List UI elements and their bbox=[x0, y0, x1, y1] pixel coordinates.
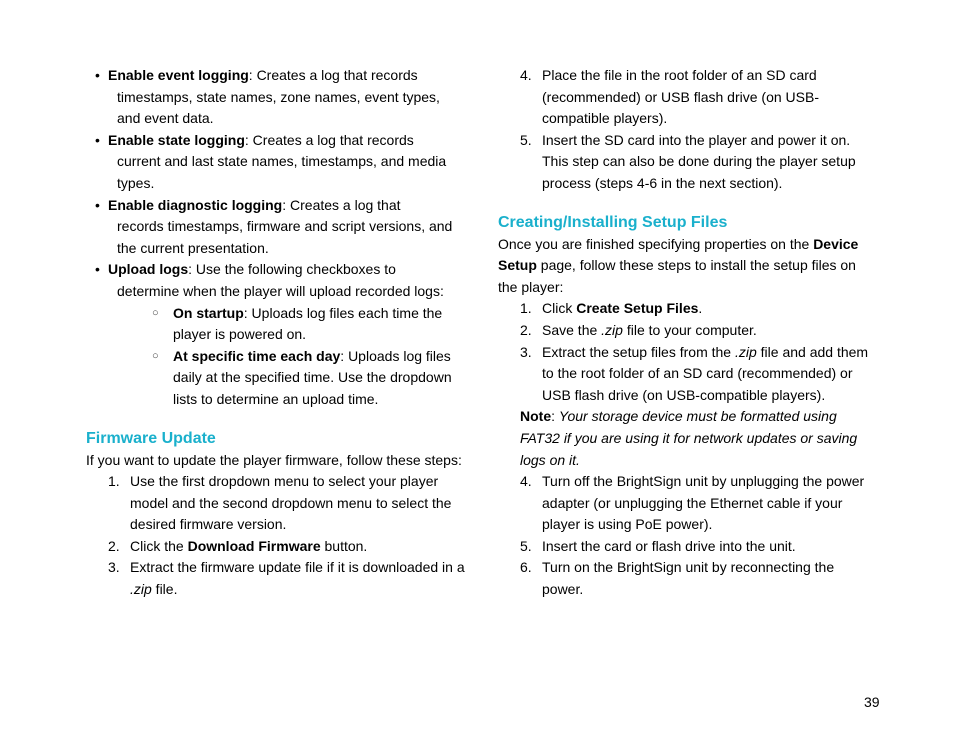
firmware-step-4: 4. Place the file in the root folder of an SD card (recommended) or USB flash drive (on USB-compatible players). bbox=[520, 67, 819, 127]
term: Enable diagnostic logging bbox=[108, 196, 283, 213]
item-continuation: records timestamps, firmware and script versions, and the current presentation. bbox=[117, 218, 453, 256]
step-number: 2. bbox=[520, 321, 532, 338]
note-label: Note bbox=[520, 408, 552, 425]
item-continuation: timestamps, state names, zone names, event types, and event data. bbox=[117, 88, 440, 127]
firmware-step-5: 5. Insert the SD card into the player and power it on. This step can also be done during the player setup process (steps 4-6 in the next section). bbox=[520, 131, 856, 191]
firmware-step-3: 3. Extract the firmware update file if it is downloaded in a .zip file. bbox=[108, 559, 465, 598]
list-item-event-logging: • Enable event logging: Creates a log that records timestamps, state names, zone names, event types, and event data. bbox=[86, 65, 466, 130]
term: At specific time each day bbox=[173, 347, 341, 364]
setup-step-3: 3. Extract the setup files from the .zip file and add them to the root folder of an SD card (recommended) or USB flash drive (on USB-compatible players). bbox=[520, 343, 869, 403]
list-item-upload-logs: • Upload logs: Use the following checkboxes to determine when the player will upload recorded logs: bbox=[86, 259, 466, 302]
firmware-step-1: 1. Use the first dropdown menu to select your player model and the second dropdown menu to select the desired firmware version. bbox=[108, 473, 452, 533]
bullet-icon: • bbox=[95, 196, 100, 213]
step-number: 2. bbox=[108, 537, 120, 554]
term: On startup bbox=[173, 304, 244, 321]
step-number: 3. bbox=[108, 559, 120, 576]
circle-bullet-icon: ○ bbox=[152, 349, 159, 362]
list-item-state-logging: • Enable state logging: Creates a log that records current and last state names, timestamps, and media types. bbox=[86, 130, 466, 195]
term: Enable event logging bbox=[108, 67, 249, 83]
sub-item-on-startup: ○ On startup: Uploads log files each time the player is powered on. bbox=[152, 304, 443, 343]
setup-intro: Once you are finished specifying properties on the Device Setup page, follow these steps to install the setup files on the player: bbox=[498, 235, 859, 295]
step-number: 4. bbox=[520, 473, 532, 490]
section-heading-firmware: Firmware Update bbox=[86, 429, 216, 447]
list-item-diagnostic-logging: • Enable diagnostic logging: Creates a log that records timestamps, firmware and script versions, and the current presentation. bbox=[86, 195, 466, 260]
firmware-intro: If you want to update the player firmware, follow these steps: bbox=[86, 451, 462, 468]
left-column bbox=[86, 65, 466, 601]
setup-step-5: 5. Insert the card or flash drive into the unit. bbox=[498, 536, 878, 558]
circle-bullet-icon: ○ bbox=[152, 306, 159, 319]
setup-step-6: 6. Turn on the BrightSign unit by reconnecting the power. bbox=[520, 559, 835, 598]
item-continuation: current and last state names, timestamps, and media types. bbox=[117, 153, 447, 191]
setup-step-2: 2. Save the .zip file to your computer. bbox=[498, 320, 878, 342]
step-number: 6. bbox=[520, 559, 532, 576]
bullet-icon: • bbox=[95, 131, 100, 148]
section-heading-setup-files: Creating/Installing Setup Files bbox=[498, 213, 728, 231]
right-column bbox=[498, 65, 878, 601]
step-number: 5. bbox=[520, 537, 532, 554]
step-number: 3. bbox=[520, 343, 532, 360]
bullet-icon: • bbox=[95, 67, 100, 83]
step-number: 1. bbox=[520, 300, 532, 317]
note-text: Your storage device must be formatted using FAT32 if you are using it for network updates or saving logs on it. bbox=[520, 408, 858, 468]
storage-note: Note: Your storage device must be formatted using FAT32 if you are using it for network updates or saving logs on it. bbox=[520, 408, 858, 468]
firmware-step-2: 2. Click the Download Firmware button. bbox=[86, 536, 466, 558]
step-number: 4. bbox=[520, 67, 532, 83]
step-number: 5. bbox=[520, 131, 532, 148]
sub-item-specific-time: ○ At specific time each day: Uploads log files daily at the specified time. Use the dropdown lists to determine an upload time. bbox=[152, 347, 452, 407]
step-number: 1. bbox=[108, 473, 120, 490]
page-number: 39 bbox=[864, 694, 880, 710]
term: Upload logs bbox=[108, 261, 189, 278]
bullet-icon: • bbox=[95, 261, 100, 278]
item-continuation: determine when the player will upload recorded logs: bbox=[117, 282, 444, 299]
term: Enable state logging bbox=[108, 131, 245, 148]
setup-step-4: 4. Turn off the BrightSign unit by unplugging the power adapter (or unplugging the Ethernet cable if your player is using PoE power). bbox=[520, 473, 865, 533]
setup-step-1: 1. Click Create Setup Files. bbox=[498, 298, 878, 320]
